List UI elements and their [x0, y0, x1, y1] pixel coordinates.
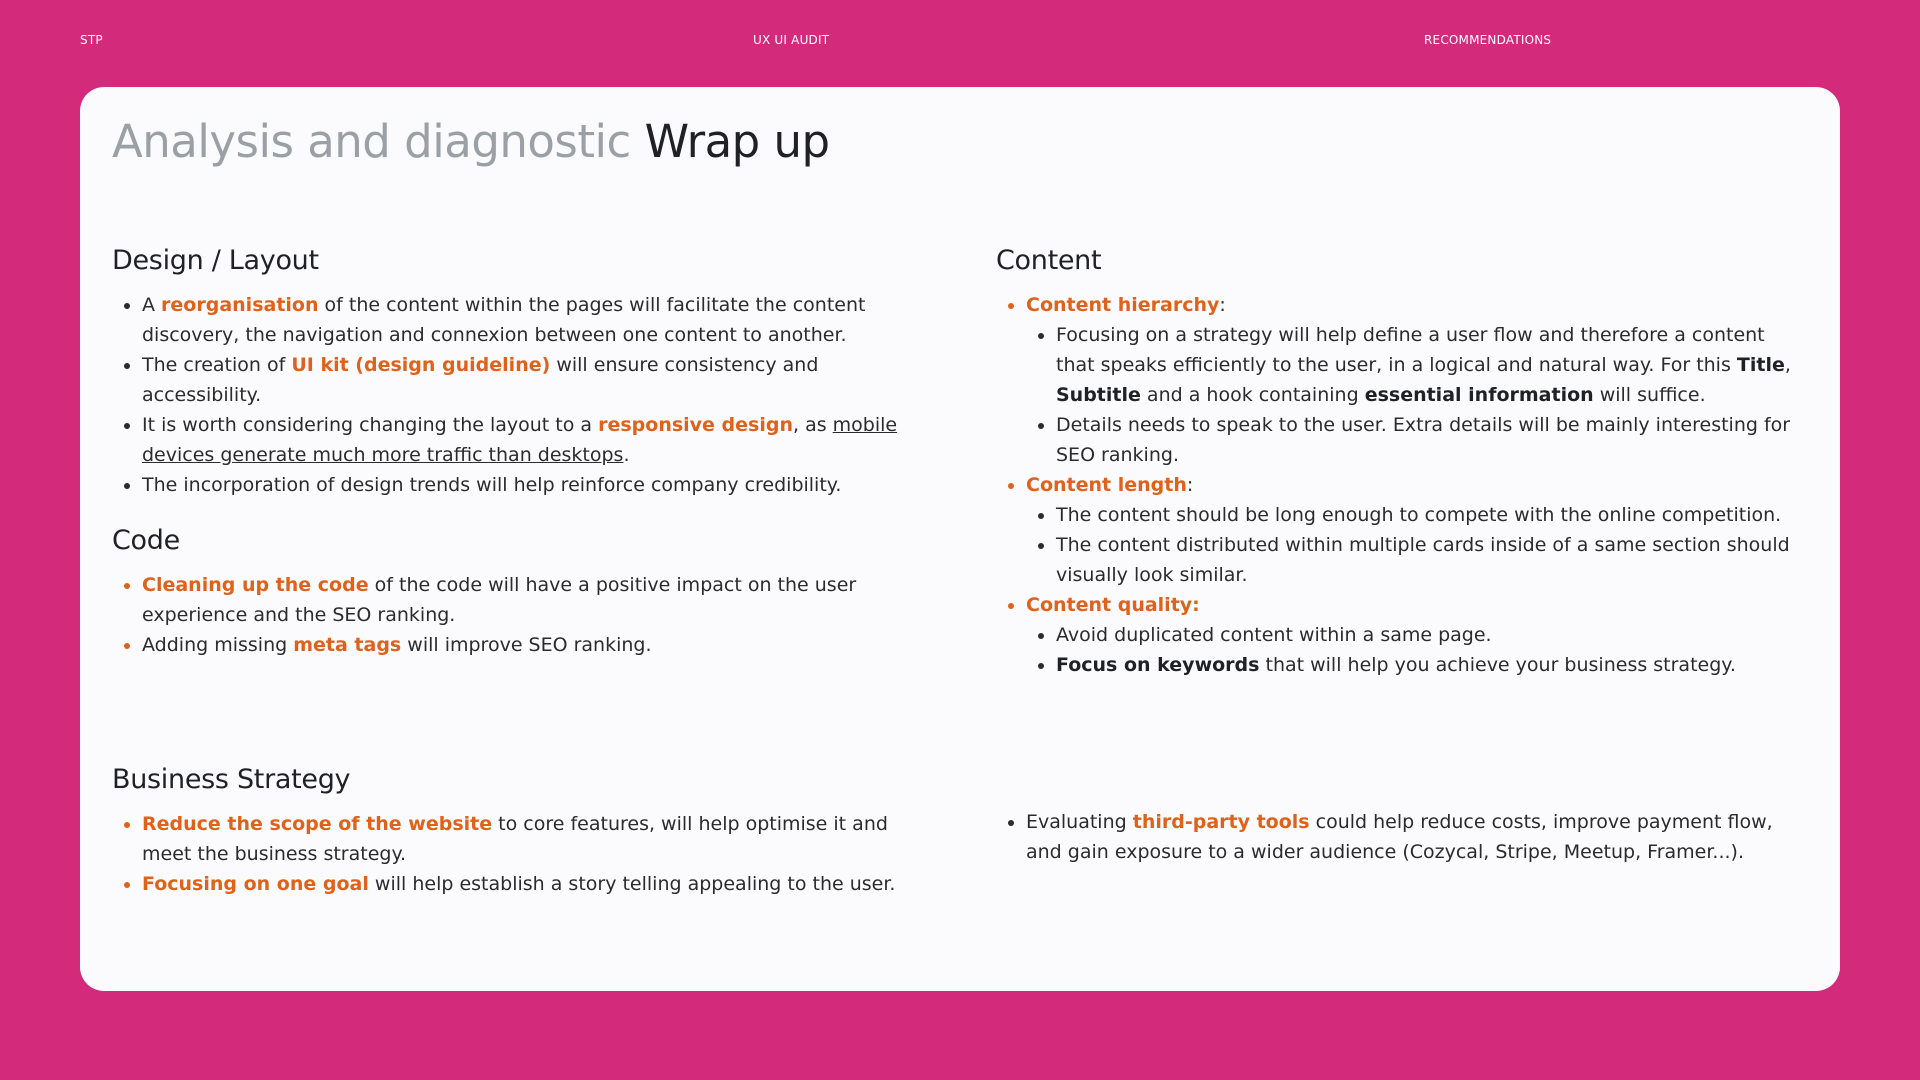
business-list: [112, 809, 902, 899]
list-item: • Evaluating third-party tools could help reduce costs, improve payment flow, and gain exposure to a wider audience (Cozycal, Stripe, Meetup, Framer...).: [1026, 807, 1796, 867]
section-heading-business: Business Strategy: [112, 764, 351, 795]
design-layout-section: [112, 245, 902, 500]
highlight-text: Focusing on one goal: [142, 873, 369, 895]
highlight-text: meta tags: [293, 634, 402, 656]
list-item: • Focusing on one goal will help establish a story telling appealing to the user.: [142, 869, 902, 899]
page-title: [112, 115, 830, 168]
highlight-text: Content quality:: [1026, 594, 1200, 616]
section-heading-design: Design / Layout: [112, 245, 319, 276]
content-card: [80, 87, 1840, 991]
list-item: • Focus on keywords that will help you achieve your business strategy.: [1056, 650, 1796, 680]
list-item: • The creation of UI kit (design guideline) will ensure consistency and accessibility.: [142, 350, 902, 410]
list-item: • The content distributed within multiple cards inside of a same section should visually look similar.: [1056, 530, 1796, 590]
content-quality-sublist: [1026, 620, 1796, 680]
list-item: • A reorganisation of the content within the pages will facilitate the content discovery, the navigation and connexion between one content to another.: [142, 290, 902, 350]
highlight-text: reorganisation: [161, 294, 319, 316]
highlight-text: UI kit (design guideline): [291, 354, 551, 376]
section-heading-content: Content: [996, 245, 1102, 276]
business-strategy-section: [112, 764, 902, 899]
content-hierarchy-item: • Content hierarchy: • Focusing on a strategy will help define a user flow and therefore a content that speaks efficiently to the user, in a logical and natural way. For this Title, Subtitle and a hook containing essential information will suffice. • Details needs to speak to the user. Extra details will be mainly interesting for SEO ranking.: [1026, 290, 1796, 470]
list-item: • The incorporation of design trends will help reinforce company credibility.: [142, 470, 902, 500]
third-party-tools-section: [996, 807, 1796, 867]
list-item: • Reduce the scope of the website to core features, will help optimise it and meet the business strategy.: [142, 809, 902, 869]
design-list: [112, 290, 902, 500]
highlight-text: Reduce the scope of the website: [142, 813, 493, 835]
header-section: UX UI AUDIT: [753, 33, 830, 47]
list-item: • Cleaning up the code of the code will have a positive impact on the user experience and the SEO ranking.: [142, 570, 902, 630]
list-item: • Adding missing meta tags will improve SEO ranking.: [142, 630, 902, 660]
header-brand: STP: [80, 33, 103, 47]
code-list: [112, 570, 902, 660]
highlight-text: third-party tools: [1132, 811, 1310, 833]
highlight-text: Content hierarchy: [1026, 294, 1220, 316]
list-item: • The content should be long enough to compete with the online competition.: [1056, 500, 1796, 530]
section-heading-code: Code: [112, 525, 180, 556]
underlined-link[interactable]: mobile devices generate much more traffic than desktops: [142, 414, 898, 466]
page-title-muted: Analysis and diagnostic: [112, 115, 631, 168]
list-item: • Focusing on a strategy will help define a user flow and therefore a content that speaks efficiently to the user, in a logical and natural way. For this Title, Subtitle and a hook containing essential information will suffice.: [1056, 320, 1796, 410]
content-quality-item: [1026, 590, 1796, 680]
page-title-main: Wrap up: [644, 115, 830, 168]
code-section: [112, 525, 902, 660]
list-item: • Details needs to speak to the user. Extra details will be mainly interesting for SEO ranking.: [1056, 410, 1796, 470]
header-chapter: RECOMMENDATIONS: [1424, 33, 1552, 47]
content-hierarchy-sublist: [1026, 320, 1796, 470]
highlight-text: Content length: [1026, 474, 1187, 496]
list-item: • It is worth considering changing the layout to a responsive design, as mobile devices generate much more traffic than desktops.: [142, 410, 902, 470]
highlight-text: Cleaning up the code: [142, 574, 369, 596]
content-list: [996, 290, 1796, 680]
tools-list: [996, 807, 1796, 867]
content-length-item: • Content length: • The content should be long enough to compete with the online competition. • The content distributed within multiple cards inside of a same section should visually look similar.: [1026, 470, 1796, 590]
content-section: [996, 245, 1796, 680]
highlight-text: responsive design: [598, 414, 793, 436]
list-item: • Avoid duplicated content within a same page.: [1056, 620, 1796, 650]
content-length-sublist: [1026, 500, 1796, 590]
